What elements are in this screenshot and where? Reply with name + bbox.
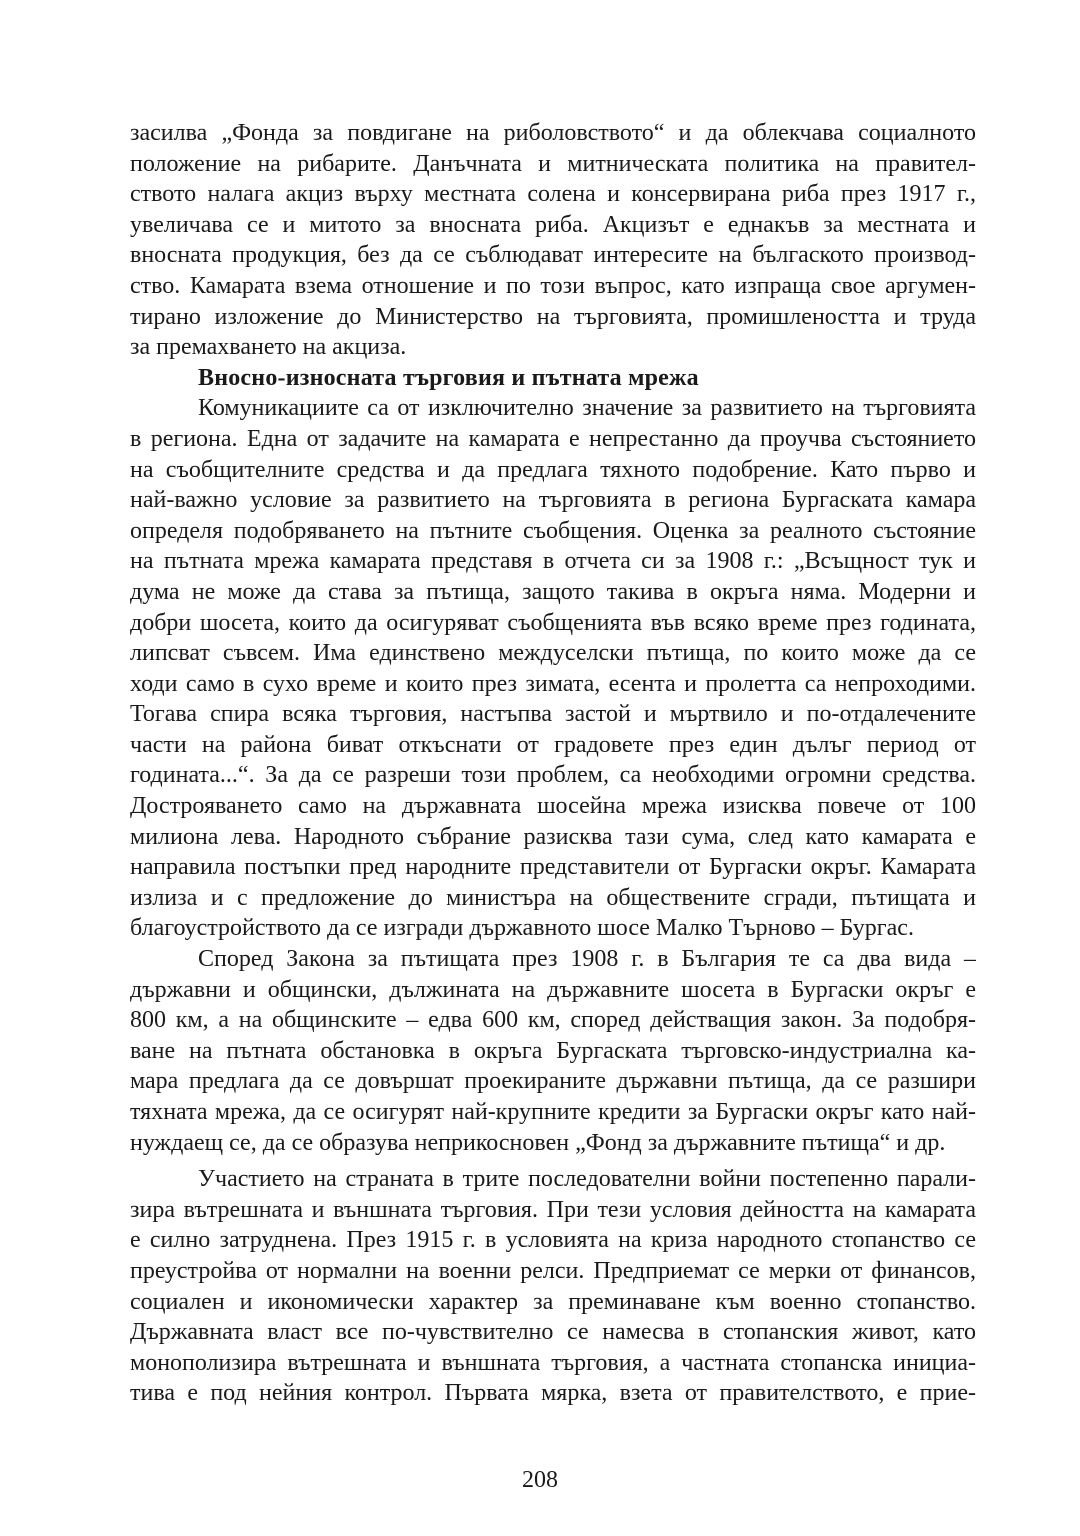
text-line: ходи само в сухо време и които през зимата, есента и пролетта са непроходими. xyxy=(130,670,976,697)
text-line: определя подобряването на пътните съобщения. Оценка за реалното състояние xyxy=(130,517,976,544)
page-number: 208 xyxy=(522,1467,558,1493)
text-line: за премахването на акциза. xyxy=(130,334,407,361)
text-line: дума не може да става за пътища, защото такива в окръга няма. Модерни и xyxy=(130,578,976,605)
text-line: Участието на страната в трите последователни войни постепенно парали- xyxy=(198,1166,976,1193)
text-line: излиза и с предложение до министъра на обществените сгради, пътищата и xyxy=(130,884,976,911)
text-line: на съобщителните средства и да предлага тяхното подобрение. Като първо и xyxy=(130,456,976,483)
text-line: положение на рибарите. Данъчната и митническата политика на правител- xyxy=(130,150,976,177)
text-line: Комуникациите са от изключително значение за развитието на търговията xyxy=(198,395,976,422)
text-line: засилва „Фонда за повдигане на риболовството“ и да облекчава социалното xyxy=(130,120,976,146)
text-line: благоустройството да се изгради държавното шосе Малко Търново – Бургас. xyxy=(130,915,914,942)
text-line: 800 км, а на общинските – едва 600 км, според действащия закон. За подобря- xyxy=(130,1007,976,1034)
body-text xyxy=(130,118,976,1409)
text-line: най-важно условие за развитието на търговията в региона Бургаската камара xyxy=(130,487,976,514)
text-line: нуждаещ се, да се образува неприкосновен „Фонд за държавните пътища“ и др. xyxy=(130,1129,946,1156)
text-line: Тогава спира всяка търговия, настъпва застой и мъртвило и по-отдалечените xyxy=(130,701,976,728)
text-line: мара предлага да се довършат проекираните държавни пътища, да се разшири xyxy=(130,1068,976,1095)
text-line: липсват съвсем. Има единствено междуселски пътища, по които може да се xyxy=(130,640,976,667)
text-line: милиона лева. Народното събрание разисква тази сума, след като камарата е xyxy=(130,823,976,850)
text-line: в региона. Една от задачите на камарата е непрестанно да проучва състоянието xyxy=(130,425,976,452)
text-line: тива е под нейния контрол. Първата мярка, взета от правителството, е прие- xyxy=(130,1380,976,1407)
text-line: Според Закона за пътищата през 1908 г. в България те са два вида – xyxy=(198,946,976,973)
text-line: социален и икономически характер за преминаване към военно стопанство. xyxy=(130,1288,976,1315)
text-line: държавни и общински, дължината на държавните шосета в Бургаски окръг е xyxy=(130,976,976,1003)
text-line: тяхната мрежа, да се осигурят най-крупните кредити за Бургаски окръг като най- xyxy=(130,1099,976,1125)
text-line: увеличава се и митото за вносната риба. Акцизът е еднакъв за местната и xyxy=(130,211,976,238)
text-line: направила постъпки пред народните представители от Бургаски окръг. Камарата xyxy=(130,854,976,881)
text-line: вносната продукция, без да се съблюдават интересите на бългаското производ- xyxy=(130,242,976,269)
text-line: ството налага акциз върху местната солена и консервирана риба през 1917 г., xyxy=(130,181,976,208)
text-line: Държавната власт все по-чувствително се намесва в стопанския живот, като xyxy=(130,1319,976,1346)
text-line: е силно затруднена. През 1915 г. в условията на криза народното стопанство се xyxy=(130,1227,976,1254)
text-line: ване на пътната обстановка в окръга Бургаската търговско-индустриална ка- xyxy=(130,1037,976,1064)
text-line: годината...“. За да се разреши този проблем, са необходими огромни средства. xyxy=(130,762,976,789)
text-line: монополизира вътрешната и външната търговия, а частната стопанска инициа- xyxy=(130,1349,976,1376)
text-line: добри шосета, които да осигуряват съобщенията във всяко време през годината, xyxy=(130,609,976,636)
text-line: Дострояването само на държавната шосейна мрежа изисква повече от 100 xyxy=(130,793,976,820)
section-heading: Вносно-износната търговия и пътната мрежа xyxy=(198,364,699,391)
text-line: части на района биват откъснати от градовете през един дълъг период от xyxy=(130,731,976,758)
text-line: зира вътрешната и външната търговия. При тези условия дейността на камарата xyxy=(130,1196,976,1223)
text-line: на пътната мрежа камарата представя в отчета си за 1908 г.: „Всъщност тук и xyxy=(130,548,976,575)
text-line: тирано изложение до Министерство на търговията, промишлеността и труда xyxy=(130,303,976,330)
text-line: преустройва от нормални на военни релси. Предприемат се мерки от финансов, xyxy=(130,1257,976,1284)
text-line: ство. Камарата взема отношение и по този въпрос, като изпраща свое аргумен- xyxy=(130,272,976,299)
